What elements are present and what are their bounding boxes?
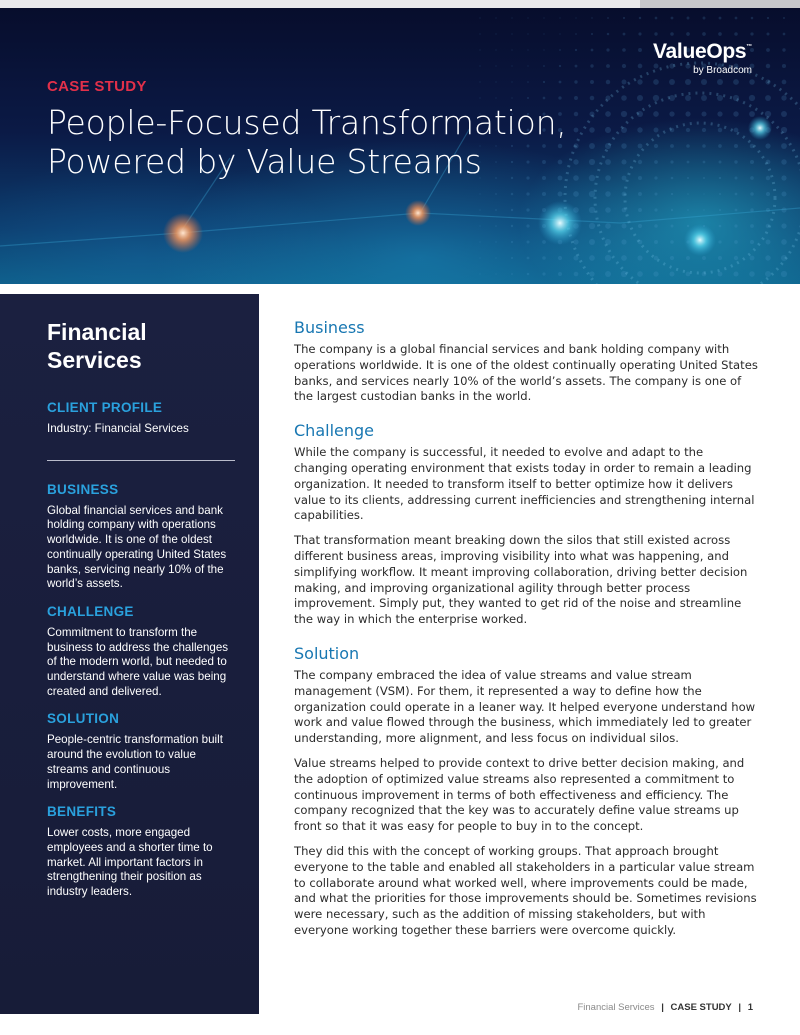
hero-dot bbox=[495, 81, 496, 82]
hero-dot bbox=[718, 144, 722, 148]
top-strip bbox=[0, 0, 800, 8]
hero-dot bbox=[767, 17, 769, 19]
hero-dot bbox=[765, 143, 770, 148]
hero-dot bbox=[621, 239, 626, 244]
hero-dot bbox=[702, 256, 706, 260]
hero-dot bbox=[511, 241, 513, 243]
sidebar-summary bbox=[0, 294, 259, 1014]
hero-dot bbox=[527, 33, 528, 34]
hero-dot bbox=[782, 80, 787, 85]
hero-dot bbox=[637, 79, 642, 84]
paragraph: The company embraced the idea of value streams and value stream management (VSM). For them, it represented a way to define how the organization could operate in a leaner way. It helped everyone understand how work and value flowed through the business, which immediately led to greater understanding, more alignment, and less focus on individual silos. bbox=[294, 667, 756, 746]
hero-dot bbox=[591, 49, 594, 52]
hero-dot bbox=[781, 95, 786, 100]
sidebar-text-solution: People-centric transformation built around the evolution to value streams and continuous improvement. bbox=[47, 733, 223, 791]
hero-dot bbox=[495, 225, 497, 227]
hero-dot bbox=[718, 256, 722, 260]
hero-dot bbox=[621, 95, 627, 101]
hero-dot bbox=[702, 128, 706, 132]
hero-dot bbox=[733, 271, 738, 276]
hero-dot bbox=[511, 97, 512, 98]
hero-dot bbox=[558, 256, 562, 260]
hero-dot bbox=[573, 191, 579, 197]
hero-dot bbox=[573, 255, 578, 260]
hero-dot bbox=[781, 239, 787, 245]
hero-dot bbox=[781, 111, 787, 117]
hero-dot bbox=[766, 32, 769, 35]
hero-dot bbox=[781, 191, 786, 196]
sidebar-title: Financial Services bbox=[47, 319, 147, 373]
logo-tm: ™ bbox=[746, 44, 752, 50]
hero-dot bbox=[479, 49, 480, 50]
hero-dot bbox=[766, 48, 770, 52]
hero-dot bbox=[542, 272, 545, 275]
hero-dot bbox=[653, 79, 659, 85]
hero-dot bbox=[654, 192, 657, 195]
hero-dot bbox=[701, 111, 706, 116]
hero-dot bbox=[589, 255, 595, 261]
hero-dot bbox=[589, 239, 595, 245]
hero-dot bbox=[495, 49, 496, 50]
footer-doc-type: CASE STUDY bbox=[670, 1002, 732, 1013]
hero-dot bbox=[638, 64, 643, 69]
hero-dot bbox=[687, 177, 689, 179]
hero-dot bbox=[511, 33, 512, 34]
hero-dot bbox=[495, 193, 497, 195]
hero-dot bbox=[749, 95, 755, 101]
hero-dot bbox=[766, 64, 770, 68]
hero-dot bbox=[479, 81, 480, 82]
hero-dot bbox=[559, 65, 561, 67]
hero-dot bbox=[543, 49, 544, 50]
hero-dot bbox=[479, 257, 480, 258]
hero-dot bbox=[543, 81, 545, 83]
hero-dot bbox=[686, 32, 690, 36]
hero-dot bbox=[574, 96, 578, 100]
hero-dot bbox=[781, 223, 786, 228]
hero-dot bbox=[734, 32, 738, 36]
hero-dot bbox=[734, 224, 737, 227]
hero-dot bbox=[606, 80, 611, 85]
hero-dot bbox=[511, 209, 513, 211]
hero-dot bbox=[622, 48, 626, 52]
logo-byline: by Broadcom bbox=[693, 65, 752, 76]
hero-dot bbox=[511, 257, 513, 259]
hero-dot bbox=[719, 193, 721, 195]
hero-dot bbox=[670, 256, 674, 260]
page-title-line-2: Powered by Value Streams bbox=[47, 142, 482, 181]
footer-separator: | bbox=[738, 1002, 742, 1013]
hero-banner bbox=[0, 8, 800, 284]
hero-dot bbox=[511, 65, 512, 66]
hero-dot bbox=[749, 271, 755, 277]
hero-dot bbox=[542, 256, 546, 260]
hero-dot bbox=[559, 81, 562, 84]
valueops-logo bbox=[653, 40, 752, 76]
hero-dot bbox=[670, 240, 674, 244]
hero-dot bbox=[733, 79, 739, 85]
hero-dot bbox=[479, 33, 480, 34]
hero-dot bbox=[765, 95, 771, 101]
hero-dot bbox=[638, 48, 642, 52]
hero-dot bbox=[526, 224, 529, 227]
hero-dot bbox=[575, 17, 576, 18]
hero-dot bbox=[687, 17, 690, 20]
paragraph: That transformation meant breaking down the silos that still existed across different business areas, improving visibility into what was happening, and simplifying workflow. It meant improving collaboration, driving better decision making, and improving organizational agility through better process improvement. Simply put, they wanted to get rid of the noise and streamline the way in which the enterprise worked. bbox=[294, 533, 748, 627]
hero-dot bbox=[591, 33, 593, 35]
hero-dot bbox=[622, 64, 626, 68]
hero-dot bbox=[479, 97, 480, 98]
hero-dot bbox=[719, 161, 722, 164]
hero-dot bbox=[623, 33, 626, 36]
hero-dot bbox=[495, 209, 497, 211]
hero-dot bbox=[622, 80, 627, 85]
hero-dot bbox=[590, 96, 595, 101]
hero-dot bbox=[495, 97, 496, 98]
section-title-challenge: Challenge bbox=[294, 421, 374, 441]
paragraph: While the company is successful, it needed to evolve and adapt to the changing operating environment that exists today in order to remain a leading organization. It needed to transform itself to better optimize how it delivers value to its clients, addressing current inefficiencies and strengthening internal capabilities. bbox=[294, 445, 755, 523]
hero-dot bbox=[749, 79, 755, 85]
hero-dot bbox=[638, 224, 642, 228]
hero-dot bbox=[765, 271, 771, 277]
sidebar-heading-benefits: BENEFITS bbox=[47, 804, 117, 820]
hero-dot bbox=[782, 48, 785, 51]
hero-dot bbox=[591, 17, 592, 18]
hero-dot bbox=[718, 128, 722, 132]
hero-dot bbox=[783, 33, 786, 36]
hero-dot bbox=[606, 64, 610, 68]
hero-dot bbox=[574, 80, 577, 83]
page-title-line-1: People-Focused Transformation, bbox=[47, 103, 567, 142]
hero-dot bbox=[718, 272, 723, 277]
top-strip-accent bbox=[640, 0, 800, 8]
hero-dot bbox=[734, 256, 738, 260]
hero-dot bbox=[685, 95, 691, 101]
hero-dot bbox=[495, 33, 496, 34]
hero-dot bbox=[717, 79, 723, 85]
hero-dot bbox=[575, 49, 577, 51]
page-footer bbox=[577, 1002, 753, 1013]
hero-dot bbox=[526, 192, 529, 195]
hero-dot bbox=[543, 65, 545, 67]
hero-dot bbox=[622, 224, 627, 229]
hero-dot bbox=[637, 271, 643, 277]
hero-dot bbox=[495, 273, 496, 274]
hero-dot bbox=[750, 208, 754, 212]
hero-dot bbox=[718, 32, 722, 36]
hero-dot bbox=[703, 209, 705, 211]
hero-dot bbox=[511, 81, 512, 82]
hero-dot bbox=[703, 17, 706, 20]
hero-dot bbox=[703, 161, 706, 164]
sidebar-text-challenge: Commitment to transform the business to address the challenges of the modern world, but needed to understand where value was being created and delivered. bbox=[47, 625, 229, 698]
hero-dot bbox=[765, 255, 770, 260]
hero-dot bbox=[735, 209, 738, 212]
sidebar-block-solution bbox=[47, 711, 235, 792]
hero-dot bbox=[750, 224, 754, 228]
hero-dot bbox=[687, 193, 689, 195]
hero-dot bbox=[719, 225, 722, 228]
hero-dot bbox=[750, 256, 755, 261]
hero-dot bbox=[589, 271, 594, 276]
hero-dot bbox=[670, 272, 675, 277]
paragraph: They did this with the concept of working groups. That approach brought everyone to the table and enabled all stakeholders in a particular value stream to collaborate around what worked well, where improvements could be made, and what the priorities for those improvements should be. Sometimes revisions were necessary, such as the addition of missing stakeholders, but with everyone working together these barriers were overcome quickly. bbox=[294, 843, 757, 937]
hero-dot bbox=[670, 160, 673, 163]
hero-dot bbox=[701, 79, 707, 85]
hero-dot bbox=[669, 111, 674, 116]
hero-dot bbox=[687, 209, 689, 211]
hero-dot bbox=[701, 95, 707, 101]
hero-dot bbox=[573, 239, 578, 244]
logo-brand-text: ValueOps bbox=[652, 40, 747, 63]
hero-dot bbox=[607, 33, 610, 36]
hero-dot bbox=[735, 193, 738, 196]
hero-dot bbox=[703, 177, 705, 179]
hero-dot bbox=[671, 193, 673, 195]
hero-dot bbox=[621, 255, 627, 261]
hero-dot bbox=[495, 257, 496, 258]
hero-dot bbox=[479, 273, 480, 274]
hero-dot bbox=[702, 144, 706, 148]
paragraph: The company is a global financial services and bank holding company with operations worldwide. It is one of the oldest continually operating United States banks, and services nearly 10% of the world’s assets. The company is one of the largest custodian banks in the world. bbox=[294, 342, 758, 404]
hero-dot bbox=[653, 271, 658, 276]
hero-dot bbox=[495, 65, 496, 66]
hero-dot bbox=[653, 95, 659, 101]
hero-dot bbox=[543, 33, 544, 34]
sidebar-heading-business: BUSINESS bbox=[47, 481, 119, 497]
hero-dot bbox=[686, 144, 690, 148]
hero-dot bbox=[782, 64, 786, 68]
hero-dot bbox=[703, 193, 704, 194]
hero-dot bbox=[542, 240, 546, 244]
section-challenge bbox=[294, 421, 759, 628]
hero-dot bbox=[669, 79, 675, 85]
hero-dot bbox=[623, 17, 625, 19]
hero-dot bbox=[766, 192, 770, 196]
page-number: 1 bbox=[747, 1002, 753, 1013]
hero-dot bbox=[479, 17, 480, 18]
client-profile-text: Industry: Financial Services bbox=[47, 422, 189, 435]
hero-dot bbox=[479, 193, 480, 194]
hero-dot bbox=[605, 223, 611, 229]
hero-dot bbox=[575, 65, 578, 68]
hero-dot bbox=[687, 225, 689, 227]
hero-dot bbox=[781, 127, 787, 133]
hero-dot bbox=[685, 111, 690, 116]
hero-dot bbox=[685, 79, 691, 85]
hero-dot bbox=[526, 208, 529, 211]
sidebar-heading-challenge: CHALLENGE bbox=[47, 603, 134, 619]
hero-dot bbox=[719, 209, 721, 211]
hero-dot bbox=[559, 49, 561, 51]
hero-dot bbox=[605, 271, 611, 277]
section-solution bbox=[294, 644, 759, 939]
sidebar-heading-solution: SOLUTION bbox=[47, 711, 120, 727]
section-title-business: Business bbox=[294, 318, 365, 337]
hero-dot bbox=[638, 192, 642, 196]
hero-dot bbox=[671, 17, 674, 20]
sidebar-block-challenge bbox=[47, 604, 235, 700]
hero-dot bbox=[589, 207, 595, 213]
hero-dot bbox=[734, 160, 737, 163]
hero-dot bbox=[559, 17, 560, 18]
hero-dot bbox=[750, 192, 754, 196]
hero-dot bbox=[590, 64, 593, 67]
hero-dot bbox=[733, 111, 738, 116]
hero-dot bbox=[734, 240, 738, 244]
hero-dot bbox=[511, 49, 512, 50]
hero-dot bbox=[686, 128, 690, 132]
hero-dot bbox=[718, 240, 721, 243]
hero-dot bbox=[671, 225, 674, 228]
hero-dot bbox=[766, 240, 771, 245]
hero-dot bbox=[543, 97, 546, 100]
hero-dot bbox=[558, 96, 561, 99]
hero-dot bbox=[670, 144, 674, 148]
hero-dot bbox=[751, 17, 754, 20]
hero-dot bbox=[605, 207, 611, 213]
hero-dot bbox=[605, 191, 611, 197]
hero-dot bbox=[575, 33, 577, 35]
hero-dot bbox=[783, 17, 785, 19]
hero-dot bbox=[750, 240, 754, 244]
hero-dot bbox=[750, 176, 754, 180]
case-study-label: CASE STUDY bbox=[47, 78, 147, 95]
hero-dot bbox=[495, 17, 496, 18]
hero-dot bbox=[511, 273, 513, 275]
hero-dot bbox=[734, 144, 738, 148]
hero-dot bbox=[527, 257, 530, 260]
hero-dot bbox=[686, 256, 690, 260]
hero-dot bbox=[511, 225, 513, 227]
hero-dot bbox=[735, 177, 738, 180]
hero-dot bbox=[637, 95, 643, 101]
hero-dot bbox=[639, 17, 641, 19]
hero-dot bbox=[654, 240, 658, 244]
hero-dot bbox=[687, 161, 690, 164]
hero-dot bbox=[654, 32, 657, 35]
page-title bbox=[47, 103, 667, 181]
hero-dot bbox=[495, 241, 496, 242]
hero-dot bbox=[781, 175, 786, 180]
hero-dot bbox=[654, 224, 658, 228]
hero-dot bbox=[527, 81, 529, 83]
hero-dot bbox=[527, 65, 528, 66]
hero-dot bbox=[638, 32, 641, 35]
hero-dot bbox=[735, 17, 738, 20]
hero-dot bbox=[543, 17, 544, 18]
hero-dot bbox=[511, 17, 512, 18]
hero-dot bbox=[574, 272, 579, 277]
hero-dot bbox=[670, 32, 674, 36]
logo-brand bbox=[653, 40, 752, 64]
client-profile-heading: CLIENT PROFILE bbox=[47, 400, 163, 415]
section-business bbox=[294, 318, 759, 405]
hero-dot bbox=[637, 255, 642, 260]
hero-dot bbox=[719, 17, 722, 20]
hero-dot bbox=[589, 223, 595, 229]
hero-dot bbox=[686, 272, 691, 277]
hero-dot bbox=[781, 159, 786, 164]
sidebar-block-benefits bbox=[47, 804, 235, 900]
hero-dot bbox=[719, 177, 721, 179]
hero-dot bbox=[527, 17, 528, 18]
hero-dot bbox=[781, 271, 787, 277]
hero-dot bbox=[479, 209, 480, 210]
hero-dot bbox=[479, 225, 480, 226]
hero-dot bbox=[527, 273, 530, 276]
hero-dot bbox=[605, 255, 611, 261]
hero-dot bbox=[527, 49, 528, 50]
hero-dot bbox=[717, 111, 722, 116]
paragraph: Value streams helped to provide context to drive better decision making, and the adoption of optimized value streams also represented a commitment to continuous improvement in terms of both effectiveness and efficiency. The company recognized that the key was to accurately define value streams up front so that it was easy for people to buy in to the concept. bbox=[294, 755, 745, 834]
sidebar-text-benefits: Lower costs, more engaged employees and a shorter time to market. All important factors in strengthening their position as industry leaders. bbox=[47, 826, 213, 899]
hero-dot bbox=[734, 128, 739, 133]
hero-dot bbox=[558, 192, 563, 197]
footer-industry: Financial Services bbox=[577, 1002, 655, 1013]
hero-dot bbox=[654, 208, 657, 211]
hero-dot bbox=[749, 111, 755, 117]
hero-dot bbox=[702, 32, 706, 36]
hero-dot bbox=[750, 160, 754, 164]
footer-separator: | bbox=[661, 1002, 664, 1013]
sidebar-divider bbox=[47, 460, 235, 461]
hero-dot bbox=[638, 208, 642, 212]
hero-dot bbox=[671, 209, 673, 211]
hero-dot bbox=[781, 143, 787, 149]
hero-dot bbox=[589, 191, 595, 197]
hero-dot bbox=[606, 48, 609, 51]
hero-dot bbox=[559, 33, 560, 34]
hero-dot bbox=[607, 17, 609, 19]
hero-dot bbox=[766, 176, 770, 180]
hero-dot bbox=[479, 241, 480, 242]
hero-dot bbox=[542, 192, 546, 196]
hero-dot bbox=[590, 80, 594, 84]
hero-dot bbox=[511, 193, 514, 196]
section-title-solution: Solution bbox=[294, 643, 360, 663]
hero-dot bbox=[671, 177, 674, 180]
sidebar-text-business: Global financial services and bank holding company with operations worldwide. It is one of the oldest continually operating United States banks, servicing nearly 10% of the world’s assets. bbox=[47, 503, 227, 591]
hero-dot bbox=[527, 97, 529, 99]
sidebar-block-business bbox=[47, 482, 235, 592]
hero-dot bbox=[750, 32, 753, 35]
hero-dot bbox=[479, 65, 480, 66]
hero-dot bbox=[655, 17, 658, 20]
hero-dot bbox=[558, 272, 562, 276]
hero-dot bbox=[526, 240, 529, 243]
main-content bbox=[294, 318, 759, 955]
